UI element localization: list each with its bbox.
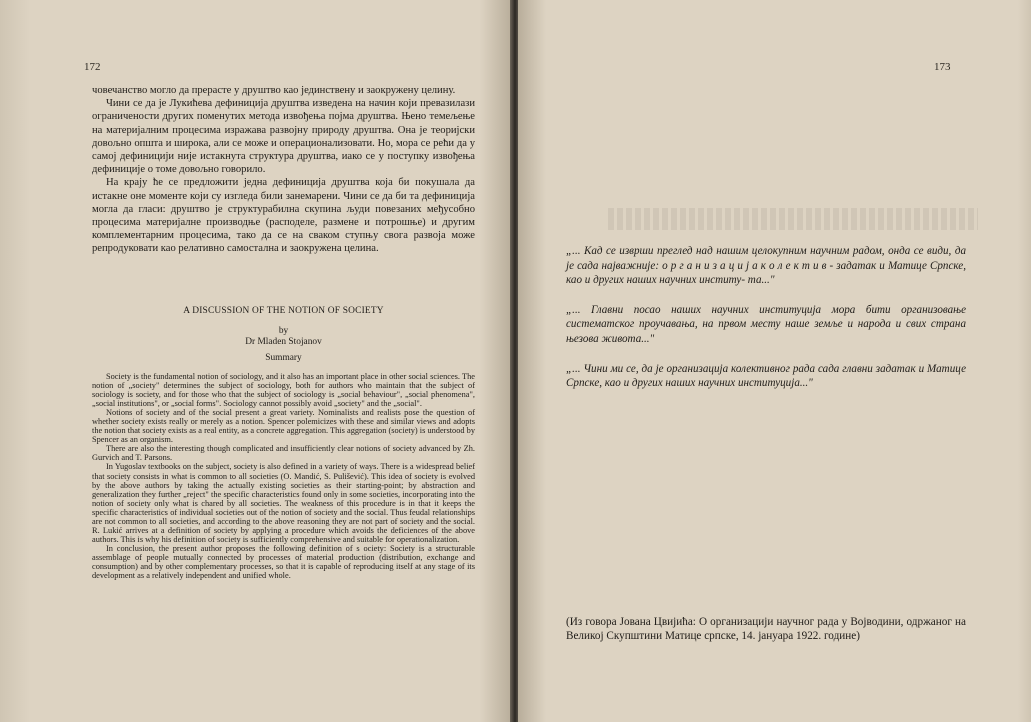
right-page [518,0,1031,722]
quote-1: „... Кад се изврши преглед над нашим целокупним научним радом, онда се види, да је сада најважније: о р г а н и з а ц и ј а к о л е к т и в - задатак и Матице Српске, као и других наших научних институ- та..." [566,245,966,287]
author-name: Dr Mladen Stojanov [245,337,322,347]
quote-3: „... Чини ми се, да је организација колективног рада сада главни задатак и Матице Српске, као и других наших научних институција..." [566,362,966,390]
bleed-through-shadow [608,208,978,230]
left-page [0,0,512,722]
body-paragraph-3: На крају ће се предложити једна дефиниција друштва која би покушала да истакне оне моменте који су изгледа били занемарени. Чини се да би та дефиниција могла да гласи: друштво је структурабилна скупина људи повезаних међусобно процесима материјалне производње (расподеле, размене и потрошње) и другим комплементарним процесима, тако да се на сваком ступњу свога развоја може репродуковати као релативно самостална и заокружена целина. [92,177,475,255]
summary-paragraph-1: Society is the fundamental notion of sociology, and it also has an important place in other social sciences. The notion of „society" determines the subject of sociology, both for authors who maintain that the subject of sociology is society, and for those who that the subject of sociology is „social behaviour", „social phenomena", „social institutions", or „social forms". Sociology cannot possibly avoid „society" and the „social". [92,372,475,409]
summary-paragraph-3: There are also the interesting though complicated and insufficiently clear notions of society advanced by Zh. Gurvich and T. Parsons. [92,444,475,463]
summary-heading: Summary [265,353,302,363]
body-paragraph-1: човечанство могло да прерасте у друштво као јединствену и заокружену целину. [92,85,456,96]
summary-paragraph-5: In conclusion, the present author proposes the following definition of s ociety: Society is a structurable assemblage of people mutually connected by processes of material production (distribution, exchange and consumption) and by other complementary processes, so that it is capable of reproducing itself at any stage of its development as a relatively independent and unified whole. [92,543,475,581]
quote-source: (Из говора Јована Цвијића: О организацији научног рада у Војводини, одржаног на Великој Скупштини Матице српске, 14. јануара 1922. године) [566,616,966,642]
byline-by: by [278,326,289,336]
quotes-block [566,244,966,406]
page-number-left: 172 [84,61,101,73]
summary-paragraph-2: Notions of society and of the social present a great variety. Nominalists and realists pose the question of whether society exists really or merely as a notion. Spencer polemicizes with these and similar views and adopts the notion that society exists as a real entity, as a concrete aggregation. This aggregation (society) is understood by Spencer as an organism. [92,408,475,445]
summary-paragraph-4: In Yugoslav textbooks on the subject, society is also defined in a variety of ways. There is a widespread belief that society consists in what is common to all societies (O. Mandić, S. Pulišević). This idea of society is evolved by the above authors by taking the actually existing societies as their starting-point; by abstraction and generalization they further „reject" the specific characteristics found only in some societies, incorporating into the notion of society only what is chared by all societies. The weakness of this procedure is in that it keeps the specific characteristics of individual societies out of the notion of society and the social. Thus feudal relationships are not common to all societies, and according to the above reasoning they are not part of society and the social. R. Lukić arrives at a definition of society by applying a procedure which avoids the deficiences of the above authors. This is why his definition of society is sufficiently comprehensive and suitable for operationalization. [92,462,475,544]
english-title: A DISCUSSION OF THE NOTION OF SOCIETY [183,306,384,316]
quote-2: „... Главни посао наших научних институција мора бити организовање систематског проучавања, на првом месту наше земље и народа и свих страна њезова живота..." [566,303,966,345]
serbian-body-text [92,84,475,256]
page-number-right: 173 [934,61,951,73]
english-summary [92,372,475,580]
body-paragraph-2: Чини се да је Лукићева дефиниција друштва изведена на начин који превазилази ограничености других поменутих метода извођења појма друштва. Њено темељење на материјалним процесима изражава развојну природу друштва. Она је теоријски довољно општа и широка, али се може и операционализовати. Но, мора се рећи да у самој дефиницији није истакнута структура друштва, иако се у поступку извођења дефиниције о томе довољно говорило. [92,98,475,176]
